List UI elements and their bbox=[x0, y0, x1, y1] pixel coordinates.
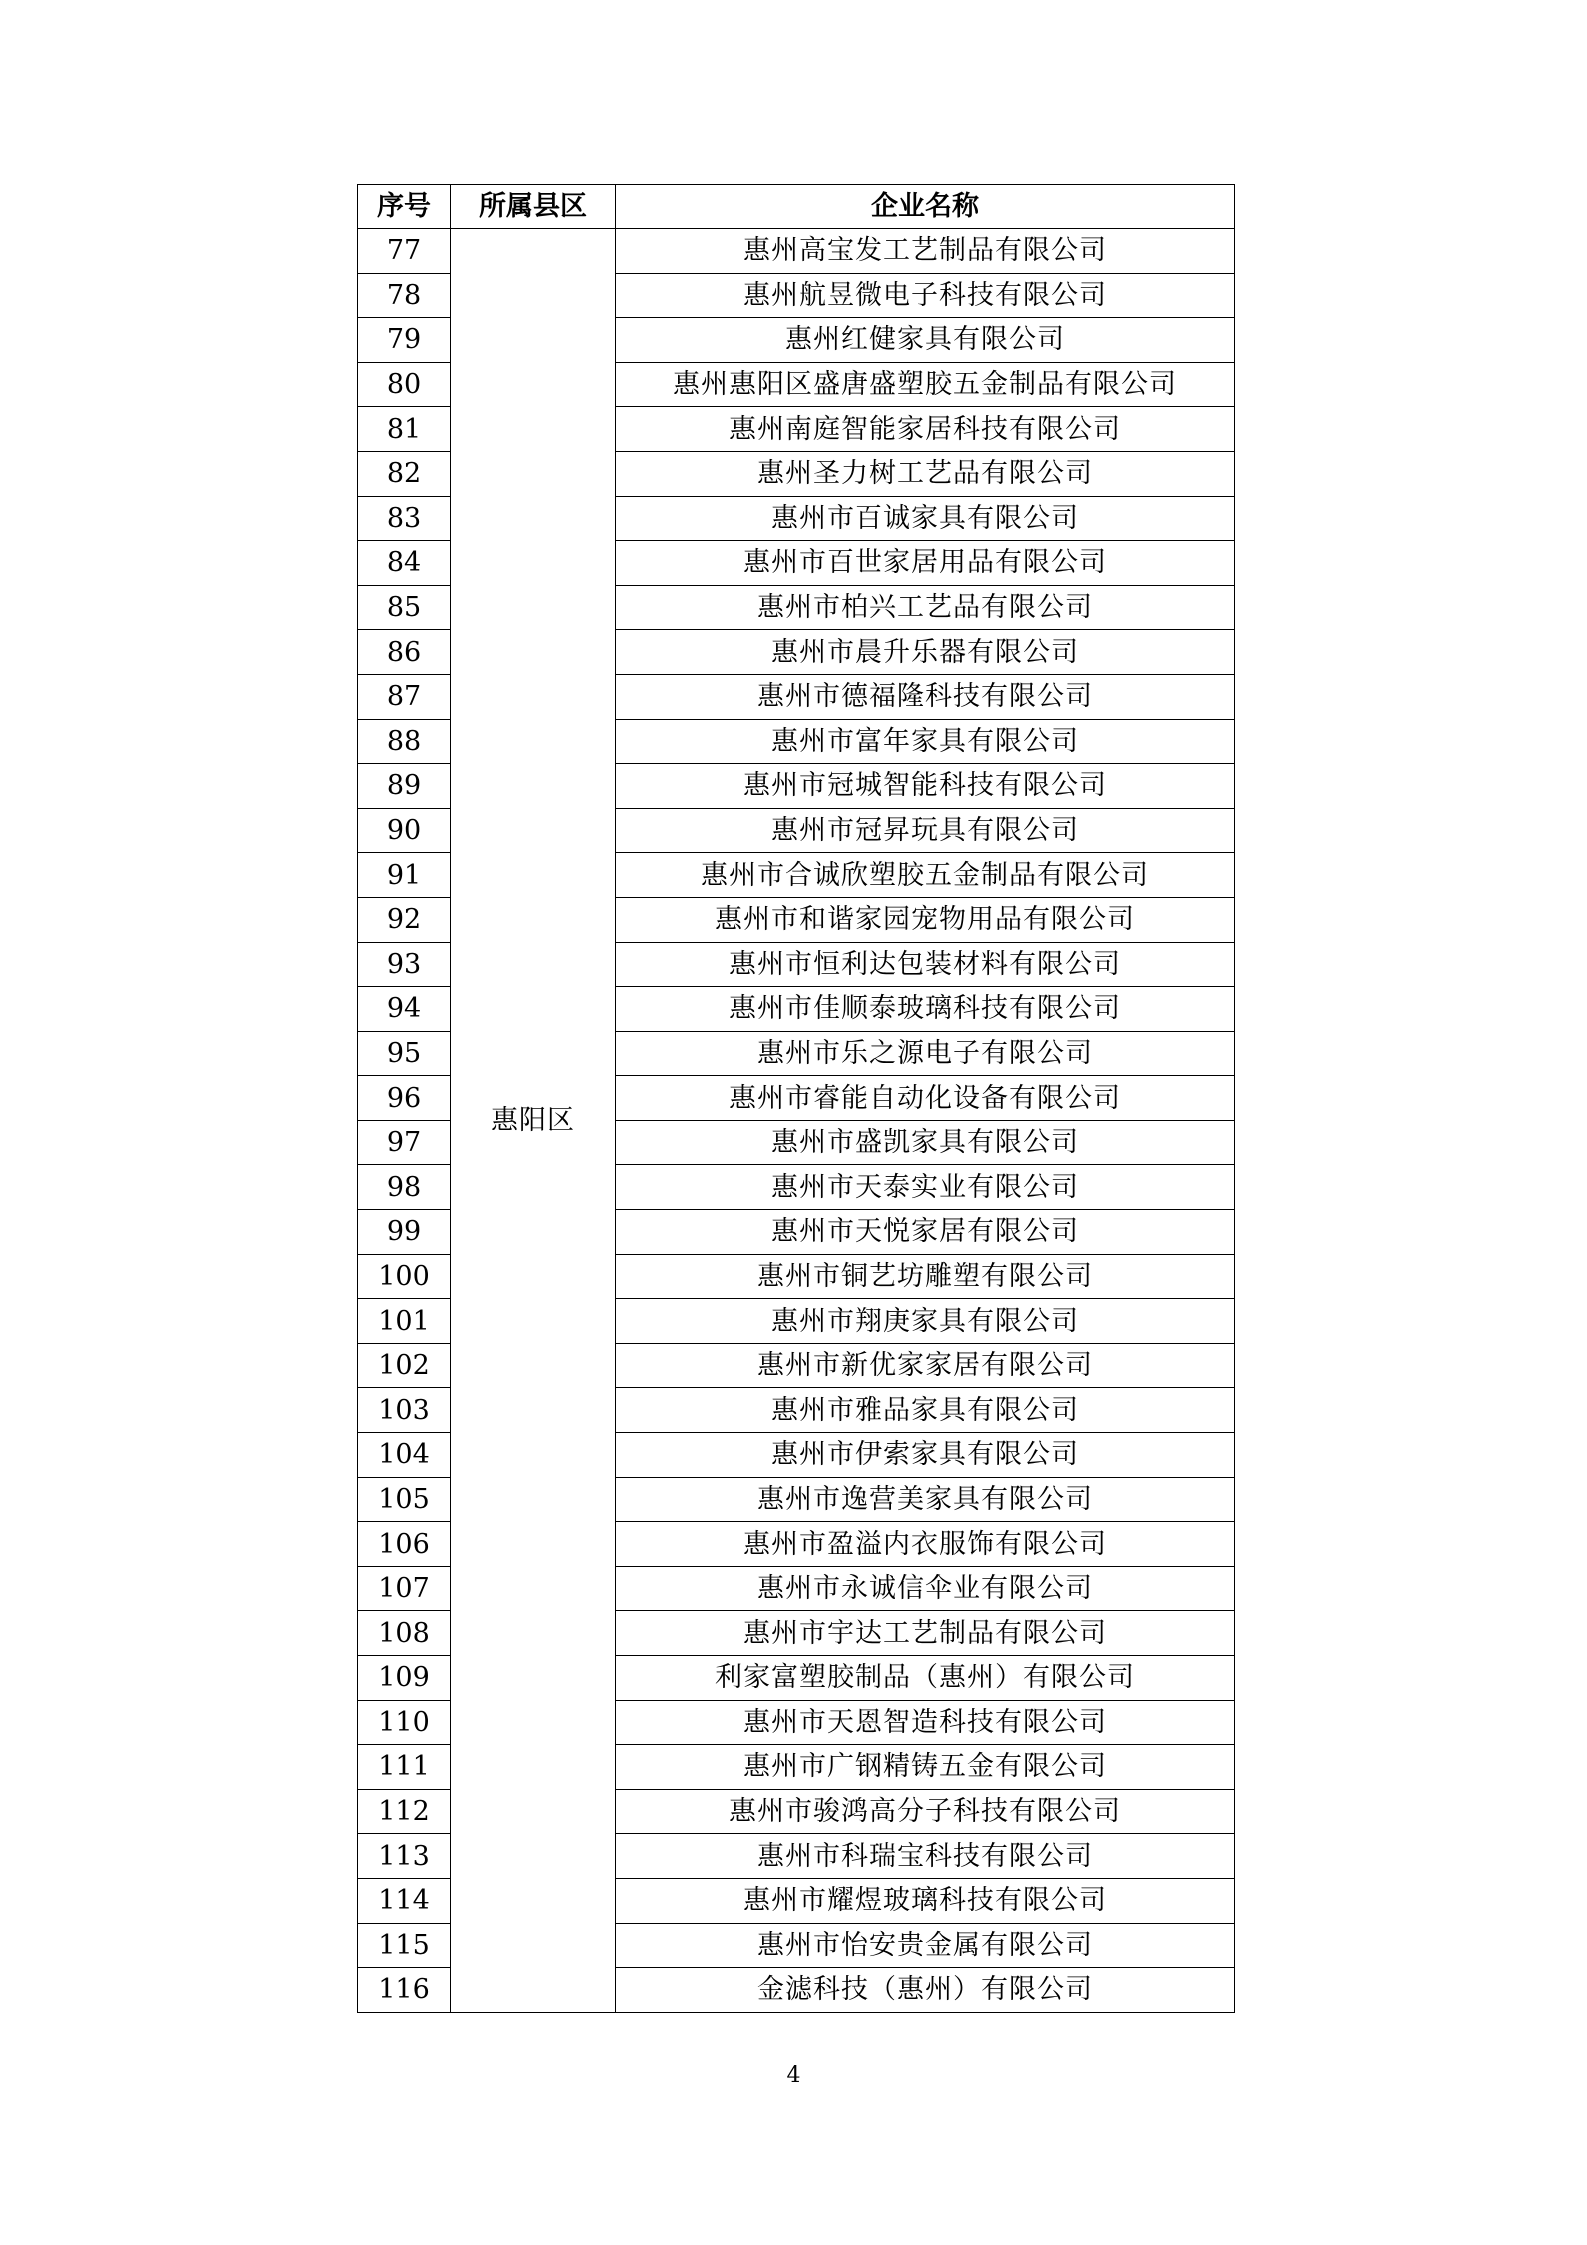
company-name: 惠州市和谐家园宠物用品有限公司 bbox=[616, 897, 1235, 942]
company-name: 惠州市盛凯家具有限公司 bbox=[616, 1120, 1235, 1165]
row-index: 95 bbox=[358, 1031, 451, 1076]
row-index: 104 bbox=[358, 1433, 451, 1478]
row-index: 112 bbox=[358, 1789, 451, 1834]
company-name: 金滤科技（惠州）有限公司 bbox=[616, 1968, 1235, 2013]
company-name: 惠州市冠城智能科技有限公司 bbox=[616, 764, 1235, 809]
row-index: 111 bbox=[358, 1745, 451, 1790]
page-number: 4 bbox=[786, 2063, 801, 2088]
row-index: 81 bbox=[358, 407, 451, 452]
row-index: 113 bbox=[358, 1834, 451, 1879]
header-index: 序号 bbox=[358, 185, 451, 229]
row-index: 114 bbox=[358, 1878, 451, 1923]
row-index: 94 bbox=[358, 987, 451, 1032]
row-index: 92 bbox=[358, 897, 451, 942]
company-name: 惠州市骏鸿高分子科技有限公司 bbox=[616, 1789, 1235, 1834]
row-index: 106 bbox=[358, 1522, 451, 1567]
row-index: 85 bbox=[358, 585, 451, 630]
header-company: 企业名称 bbox=[616, 185, 1235, 229]
company-name: 利家富塑胶制品（惠州）有限公司 bbox=[616, 1656, 1235, 1701]
company-name: 惠州市怡安贵金属有限公司 bbox=[616, 1923, 1235, 1968]
row-index: 100 bbox=[358, 1254, 451, 1299]
row-index: 87 bbox=[358, 674, 451, 719]
company-name: 惠州市冠昇玩具有限公司 bbox=[616, 808, 1235, 853]
row-index: 109 bbox=[358, 1656, 451, 1701]
row-index: 79 bbox=[358, 318, 451, 363]
row-index: 82 bbox=[358, 451, 451, 496]
row-index: 96 bbox=[358, 1076, 451, 1121]
row-index: 110 bbox=[358, 1700, 451, 1745]
company-name: 惠州市盈溢内衣服饰有限公司 bbox=[616, 1522, 1235, 1567]
company-name: 惠州市天泰实业有限公司 bbox=[616, 1165, 1235, 1210]
row-index: 99 bbox=[358, 1210, 451, 1255]
row-index: 89 bbox=[358, 764, 451, 809]
company-name: 惠州市科瑞宝科技有限公司 bbox=[616, 1834, 1235, 1879]
company-name: 惠州市永诚信伞业有限公司 bbox=[616, 1566, 1235, 1611]
company-name: 惠州航昱微电子科技有限公司 bbox=[616, 273, 1235, 318]
row-index: 83 bbox=[358, 496, 451, 541]
row-index: 88 bbox=[358, 719, 451, 764]
company-name: 惠州市百诚家具有限公司 bbox=[616, 496, 1235, 541]
company-name: 惠州市佳顺泰玻璃科技有限公司 bbox=[616, 987, 1235, 1032]
company-name: 惠州市合诚欣塑胶五金制品有限公司 bbox=[616, 853, 1235, 898]
table-row bbox=[358, 229, 1235, 274]
company-name: 惠州市睿能自动化设备有限公司 bbox=[616, 1076, 1235, 1121]
company-name: 惠州惠阳区盛唐盛塑胶五金制品有限公司 bbox=[616, 362, 1235, 407]
row-index: 115 bbox=[358, 1923, 451, 1968]
company-name: 惠州市恒利达包装材料有限公司 bbox=[616, 942, 1235, 987]
table-body bbox=[358, 229, 1235, 2013]
company-name: 惠州市天恩智造科技有限公司 bbox=[616, 1700, 1235, 1745]
row-index: 102 bbox=[358, 1343, 451, 1388]
company-name: 惠州市天悦家居有限公司 bbox=[616, 1210, 1235, 1255]
company-name: 惠州红健家具有限公司 bbox=[616, 318, 1235, 363]
company-name: 惠州市翔庚家具有限公司 bbox=[616, 1299, 1235, 1344]
row-index: 93 bbox=[358, 942, 451, 987]
table-header-row bbox=[358, 185, 1235, 229]
company-name: 惠州市伊索家具有限公司 bbox=[616, 1433, 1235, 1478]
district-cell: 惠阳区 bbox=[451, 229, 616, 2013]
row-index: 91 bbox=[358, 853, 451, 898]
row-index: 101 bbox=[358, 1299, 451, 1344]
row-index: 77 bbox=[358, 229, 451, 274]
company-name: 惠州南庭智能家居科技有限公司 bbox=[616, 407, 1235, 452]
enterprise-table bbox=[357, 184, 1235, 2013]
row-index: 84 bbox=[358, 541, 451, 586]
row-index: 90 bbox=[358, 808, 451, 853]
company-name: 惠州高宝发工艺制品有限公司 bbox=[616, 229, 1235, 274]
row-index: 103 bbox=[358, 1388, 451, 1433]
row-index: 97 bbox=[358, 1120, 451, 1165]
company-name: 惠州市逸营美家具有限公司 bbox=[616, 1477, 1235, 1522]
row-index: 107 bbox=[358, 1566, 451, 1611]
row-index: 86 bbox=[358, 630, 451, 675]
row-index: 116 bbox=[358, 1968, 451, 2013]
header-district: 所属县区 bbox=[451, 185, 616, 229]
row-index: 80 bbox=[358, 362, 451, 407]
company-name: 惠州市耀煜玻璃科技有限公司 bbox=[616, 1878, 1235, 1923]
company-name: 惠州圣力树工艺品有限公司 bbox=[616, 451, 1235, 496]
row-index: 105 bbox=[358, 1477, 451, 1522]
company-name: 惠州市广钢精铸五金有限公司 bbox=[616, 1745, 1235, 1790]
row-index: 98 bbox=[358, 1165, 451, 1210]
company-name: 惠州市德福隆科技有限公司 bbox=[616, 674, 1235, 719]
row-index: 108 bbox=[358, 1611, 451, 1656]
company-name: 惠州市宇达工艺制品有限公司 bbox=[616, 1611, 1235, 1656]
company-name: 惠州市富年家具有限公司 bbox=[616, 719, 1235, 764]
company-name: 惠州市柏兴工艺品有限公司 bbox=[616, 585, 1235, 630]
company-name: 惠州市百世家居用品有限公司 bbox=[616, 541, 1235, 586]
company-name: 惠州市铜艺坊雕塑有限公司 bbox=[616, 1254, 1235, 1299]
company-name: 惠州市晨升乐器有限公司 bbox=[616, 630, 1235, 675]
row-index: 78 bbox=[358, 273, 451, 318]
company-name: 惠州市新优家家居有限公司 bbox=[616, 1343, 1235, 1388]
company-name: 惠州市乐之源电子有限公司 bbox=[616, 1031, 1235, 1076]
company-name: 惠州市雅品家具有限公司 bbox=[616, 1388, 1235, 1433]
